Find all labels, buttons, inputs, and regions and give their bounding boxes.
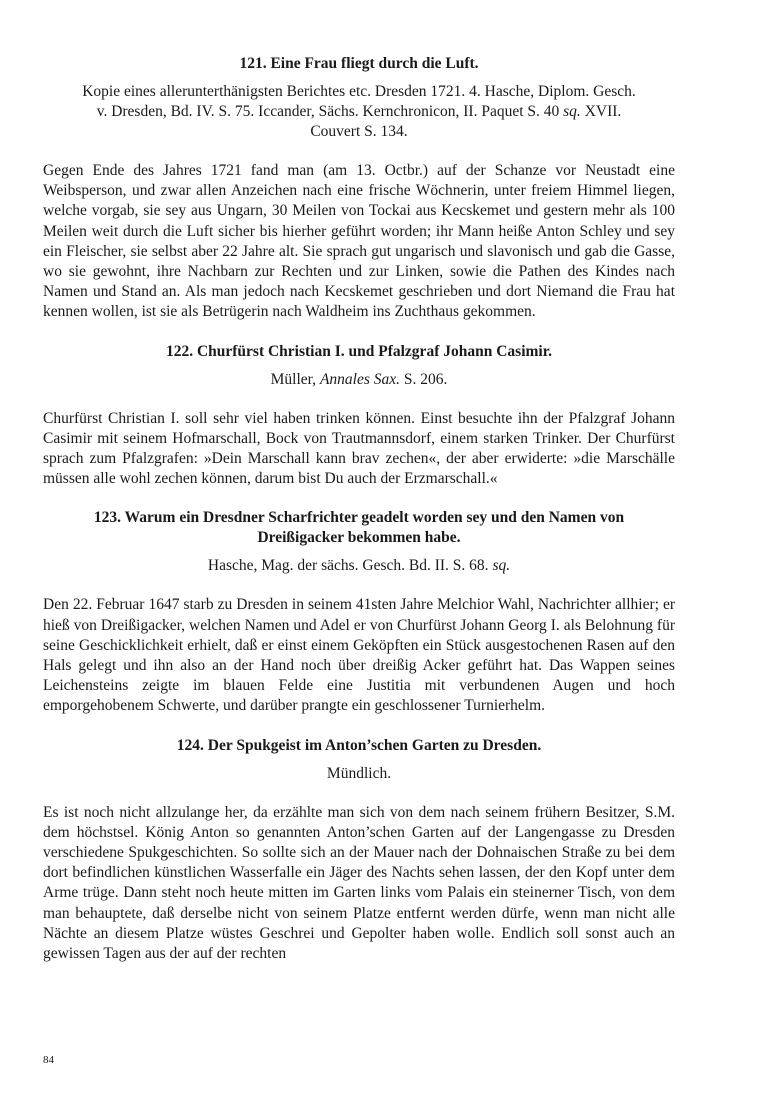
- section-title: 122. Churfürst Christian I. und Pfalzgraf Johann Casimir.: [165, 342, 553, 360]
- source-page: S. 206.: [403, 370, 448, 388]
- section-122: [43, 342, 675, 490]
- source-reference: Hasche, Mag. der sächs. Gesch. Bd. II. S. 68.: [207, 557, 489, 575]
- section-text: Den 22. Februar 1647 starb zu Dresden in seinem 41sten Jahre Melchior Wahl, Nachrichter allhier; er hieß von Dreißigacker, welchen Namen und Adel er von Churfürst Johann Georg I. als Belohnung für seine Geschicklichkeit erhielt, daß er einst einem Geköpften ein Stück ausgestochenen Rasen auf den Hals gelegt und ihn also an der Hand noch über dreißig Acker geführt hat. Das Wappen seines Leichensteins zeigte im blauen Felde eine Justitia mit verbundenen Augen und hoch emporgehobenem Schwerte, und darüber prangte ein geschlossener Turnierhelm.: [43, 596, 675, 715]
- source-reference: Mündlich.: [326, 764, 392, 782]
- section-text: Gegen Ende des Jahres 1721 fand man (am 13. Octbr.) auf der Schanze vor Neustadt eine Weibsperson, und zwar allen Anzeichen nach eine frische Wöchnerin, unter freiem Himmel liegen, welche vorgab, sie sey aus Ungarn, 30 Meilen von Tockai aus Kecskemet und gestern mehr als 100 Meilen weit durch die Luft sicher bis hierher geführt worden; ihr Mann heiße Anton Schley und sey ein Fleischer, sie selbst aber 22 Jahre alt. Sie sprach gut ungarisch und slavonisch und gab die Gasse, wo sie gewohnt, ihre Nachbarn zur Rechten und zur Linken, sowie die Pathen des Kindes nach Namen und Stand an. Als man jedoch nach Kecskemet geschrieben und dort Niemand die Frau hat kennen wollen, ist sie als Betrügerin nach Waldheim ins Zuchthaus gekommen.: [43, 162, 675, 321]
- source-emphasis: Annales Sax.: [319, 370, 401, 388]
- section-text: Es ist noch nicht allzulange her, da erzählte man sich von dem nach seinem frühern Besitzer, S.M. dem höchstsel. König Anton so genannten Anton’schen Garten auf der Langengasse zu Dresden verschiedene Spukgeschichten. So sollte sich an der Mauer nach der Dohnaischen Straße zu bei dem dort befindlichen künstlichen Wasserfalle ein Jäger des Nachts sehen lassen, der den Kopf unter dem Arme trüge. Dann steht noch heute mitten im Garten links vom Palais ein steinerner Tisch, von dem man behauptete, daß derselbe nicht von seinem Platze entfernt werden dürfe, wenn man nicht alle Nächte an diesem Platze wüstes Geschrei und Gepolter haben wolle. Endlich soll sonst auch an gewissen Tagen aus der auf der rechten: [43, 803, 675, 963]
- section-title-line: Dreißigacker bekommen habe.: [257, 529, 461, 547]
- section-source: [43, 370, 675, 390]
- section-source: [43, 764, 675, 784]
- section-source: [43, 82, 675, 142]
- source-author: Müller,: [270, 370, 317, 388]
- source-line: Couvert S. 134.: [310, 123, 408, 140]
- source-emphasis: sq.: [563, 103, 581, 120]
- section-123: [43, 508, 675, 716]
- section-title: 121. Eine Frau fliegt durch die Luft.: [239, 55, 479, 72]
- source-line: v. Dresden, Bd. IV. S. 75. Iccander, Sächs. Kernchronicon, II. Paquet S. 40: [96, 103, 560, 120]
- page-number: 84: [43, 1054, 54, 1066]
- page-content: [43, 54, 675, 964]
- source-emphasis: sq.: [492, 557, 511, 575]
- source-line: XVII.: [584, 103, 622, 120]
- section-121: [43, 54, 675, 323]
- section-text: Churfürst Christian I. soll sehr viel haben trinken können. Einst besuchte ihn der Pfalzgraf Johann Casimir mit seinem Hofmarschall, Bock von Trautmannsdorf, einem starken Trinker. Der Churfürst sprach zum Pfalzgrafen: »Dein Marschall kann brav zechen«, der aber erwiderte: »die Marschälle müssen alle wohl zechen können, darum bist Du auch der Erzmarschall.«: [43, 409, 675, 488]
- section-title-line: 123. Warum ein Dresdner Scharfrichter geadelt worden sey und den Namen von: [93, 509, 625, 527]
- section-title: [43, 508, 675, 548]
- section-title: 124. Der Spukgeist im Anton’schen Garten zu Dresden.: [176, 736, 542, 754]
- source-line: Kopie eines allerunterthänigsten Berichtes etc. Dresden 1721. 4. Hasche, Diplom. Gesch.: [82, 83, 636, 100]
- section-source: [43, 556, 675, 576]
- section-124: [43, 736, 675, 965]
